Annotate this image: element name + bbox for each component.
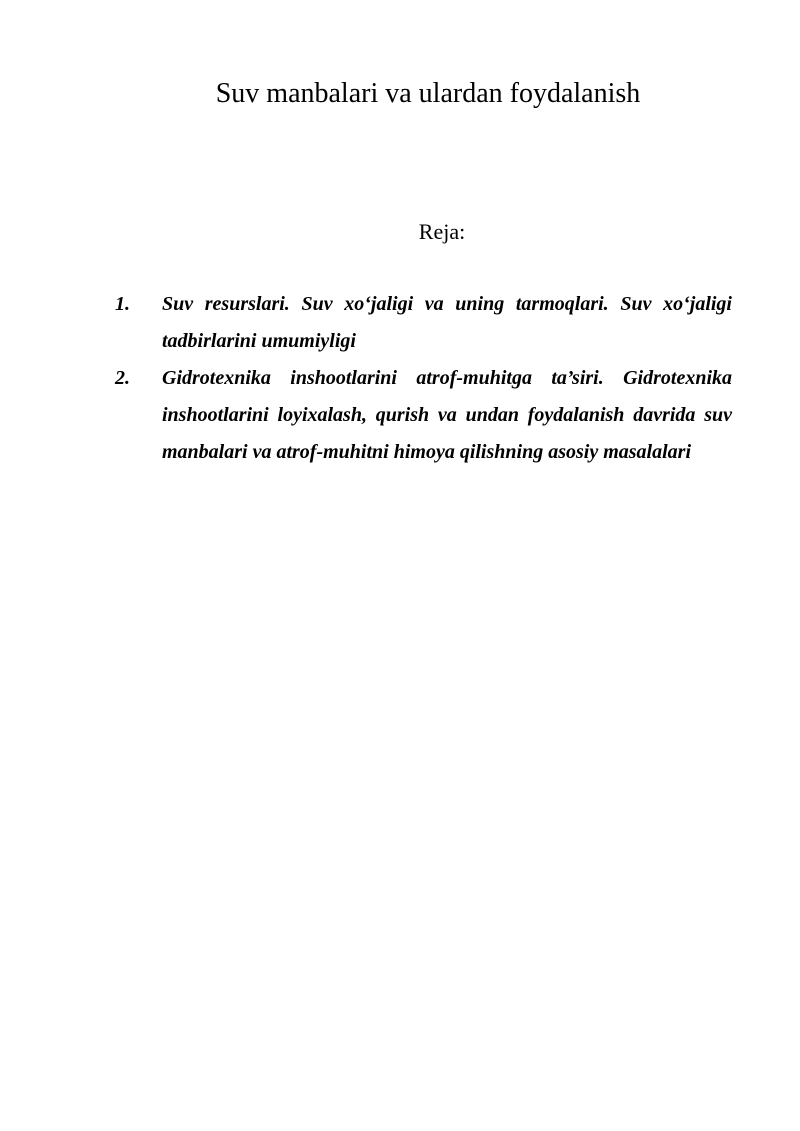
plan-item <box>112 286 732 360</box>
plan-heading: Reja: <box>418 219 466 244</box>
plan-item-text: Gidrotexnika inshootlarini atrof-muhitga ta’siri. Gidrotexnika inshootlarini loyixalash, qurish va undan foydalanish davrida suv manbalari va atrof-muhitni himoya qilishning asosiy masalalari <box>162 367 732 463</box>
document-title: Suv manbalari va ulardan foydalanish <box>215 78 641 109</box>
plan-item-number: 1. <box>115 293 130 315</box>
plan-list <box>112 286 732 471</box>
plan-item-text: Suv resurslari. Suv xo‘jaligi va uning tarmoqlari. Suv xo‘jaligi tadbirlarini umumiyligi <box>162 293 732 352</box>
plan-item <box>112 360 732 471</box>
plan-item-number: 2. <box>115 367 130 389</box>
